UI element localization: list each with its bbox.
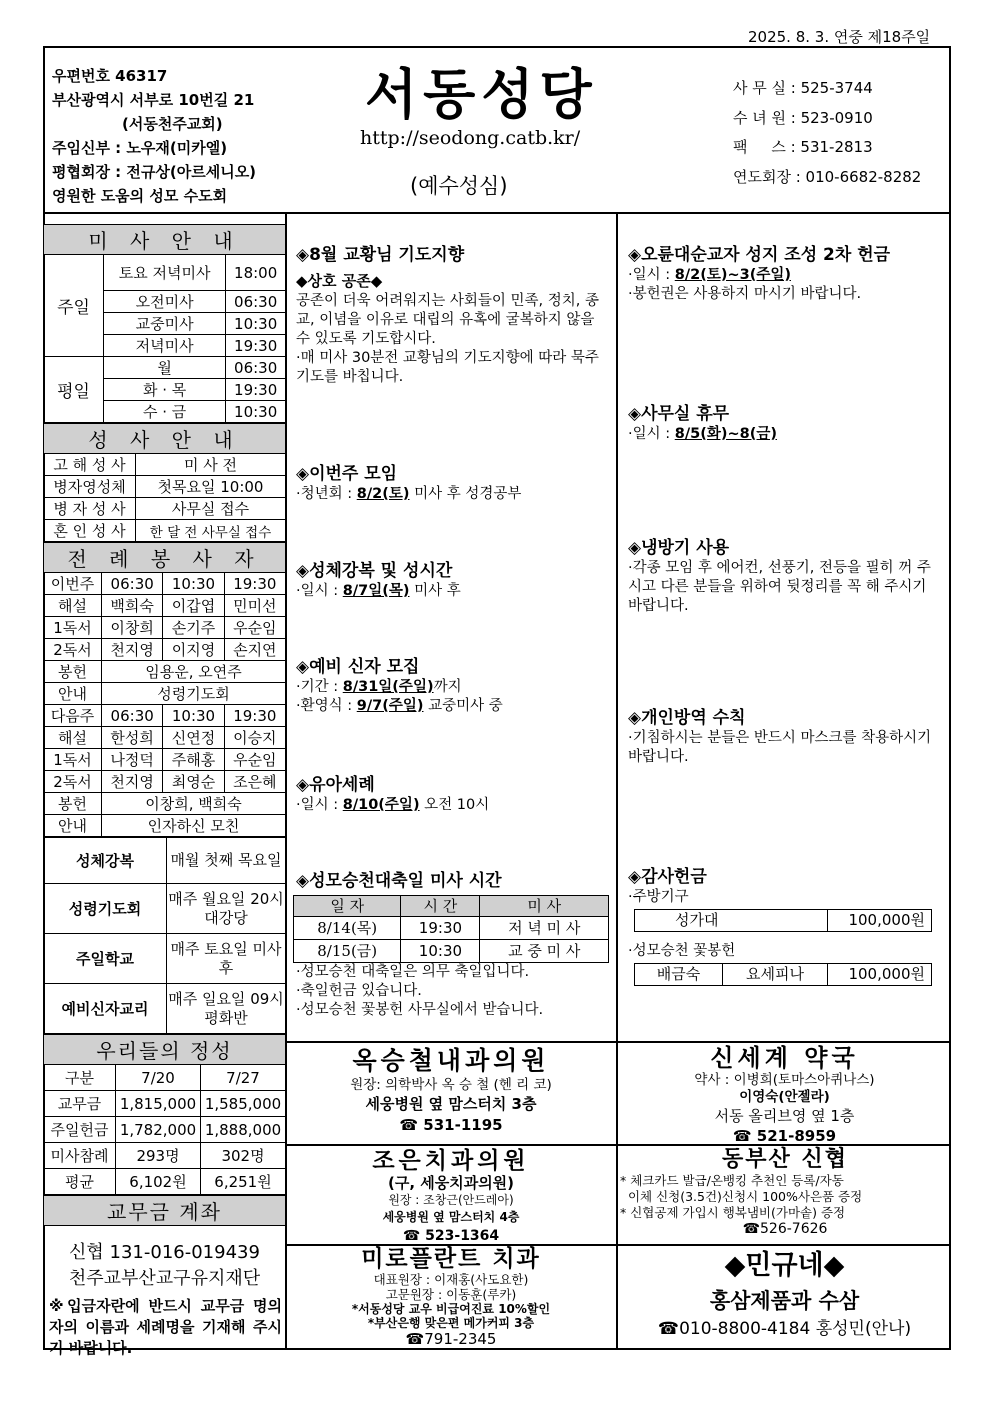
weekday-label: 평일 — [44, 357, 104, 423]
catechumen-deadline: 8/31일(주일) — [342, 679, 434, 695]
mass-name: 토요 저녁미사 — [104, 255, 226, 291]
mass-time: 18:00 — [226, 255, 286, 291]
baptism-time: 오전 10시 — [419, 797, 490, 813]
mass-time: 10:30 — [226, 401, 286, 423]
server-cell: 06:30 — [102, 705, 163, 727]
account-info — [43, 1240, 286, 1292]
sacrament-name: 병자영성체 — [44, 476, 136, 498]
mass-name: 화 · 목 — [104, 379, 226, 401]
benediction — [296, 560, 606, 601]
server-cell: 주해홍 — [163, 749, 224, 771]
server-cell: 우순임 — [224, 749, 285, 771]
group-schedule: 매월 첫째 목요일 — [167, 838, 286, 884]
header-divider — [43, 212, 951, 214]
mass-time: 06:30 — [226, 291, 286, 313]
mass-table — [43, 224, 286, 423]
street-address: 부산광역시 서부로 10번길 21 — [52, 91, 255, 109]
martyrs-collection — [628, 244, 944, 304]
feast-name: (예수성심) — [410, 174, 508, 198]
offering-header: 7/20 — [116, 1065, 201, 1091]
assumption-cell: 저 녁 미 사 — [480, 917, 609, 940]
server-cell: 손지연 — [224, 639, 285, 661]
server-role: 1독서 — [44, 617, 102, 639]
mass-time: 19:30 — [226, 379, 286, 401]
religious-order: 영원한 도움의 성모 수도회 — [52, 187, 228, 205]
martyrs-heading: ◈오륜대순교자 성지 조성 2차 헌금 — [628, 245, 891, 265]
assumption-table — [293, 895, 609, 963]
ad-phone: ☎ 531-1195 — [399, 1116, 503, 1134]
ad-phone: ☎526-7626 — [742, 1221, 828, 1237]
server-cell: 백희숙 — [102, 595, 163, 617]
ad-title: 미로플란트 치과 — [361, 1246, 541, 1272]
thanks-donor: 성가대 — [635, 910, 828, 932]
ad-red-ginseng — [618, 1248, 951, 1340]
ad-implant-dental — [287, 1246, 615, 1348]
thanks-donor: 배금숙 — [635, 964, 723, 986]
baptism-date: 8/10(주일) — [342, 797, 420, 813]
server-role: 2독서 — [44, 771, 102, 793]
ad-line: 세웅병원 옆 맘스터치 3층 — [365, 1095, 537, 1113]
ad-internal-clinic — [287, 1045, 615, 1136]
sacrament-table — [43, 423, 286, 542]
ad-line: (구, 세웅치과의원) — [387, 1174, 515, 1192]
welcome-date: 9/7(주일) — [356, 698, 424, 714]
mass-time: 19:30 — [226, 335, 286, 357]
assumption-header: 일 자 — [294, 896, 401, 917]
sacrament-title: 성 사 안 내 — [44, 424, 286, 454]
server-cell: 임용운, 오연주 — [102, 661, 286, 683]
ad-dental-clinic — [287, 1147, 615, 1246]
server-role: 1독서 — [44, 749, 102, 771]
thanks-sub: ·성모승천 꽃봉헌 — [628, 943, 736, 959]
server-cell: 나정덕 — [102, 749, 163, 771]
server-cell: 이창희, 백희숙 — [102, 793, 286, 815]
assumption-note: ·축일헌금 있습니다. — [296, 983, 422, 999]
sacrament-info: 한 달 전 사무실 접수 — [136, 520, 286, 542]
assumption-header: 시 간 — [401, 896, 480, 917]
ad-line: * 체크카드 발급/온뱅킹 추천인 등록/자동 — [620, 1173, 844, 1188]
ad-title: 신세계 약국 — [710, 1044, 859, 1072]
ads-top-divider — [285, 1041, 951, 1043]
sacrament-name: 병 자 성 사 — [44, 498, 136, 520]
offering-table — [43, 1034, 286, 1195]
ad-line: * 신협공제 가입시 행복냄비(가마솥) 증정 — [620, 1205, 846, 1220]
offering-label: 교무금 — [44, 1091, 116, 1117]
ad-line: 대표원장 : 이재홍(사도요한) — [373, 1272, 529, 1287]
benediction-date: 8/7일(목) — [342, 583, 410, 599]
assumption-cell: 8/15(금) — [294, 940, 401, 963]
pope-heading: ◈8월 교황님 기도지향 — [296, 245, 465, 265]
ad-pharmacy — [618, 1044, 951, 1146]
fax: 팩 스 : 531-2813 — [733, 138, 873, 156]
ad-line: 약사 : 이병희(토마스아퀴나스) — [694, 1072, 875, 1088]
account-title: 교무금 계좌 — [44, 1196, 286, 1226]
ad-title: 옥승철내과의원 — [352, 1046, 550, 1075]
mass-time: 06:30 — [226, 357, 286, 379]
welcome-desc: 교중미사 중 — [423, 698, 503, 714]
address-block — [52, 64, 256, 208]
account-note: ※입금자란에 반드시 교무금 명의자의 이름과 세례명을 기재해 주시기 바랍니다. — [49, 1297, 282, 1357]
postal-code: 우편번호 46317 — [52, 67, 168, 85]
thanks-amount: 100,000원 — [828, 964, 932, 986]
right-column-divider — [616, 212, 618, 1350]
ad-line: *서동성당 교우 비급여진료 10%할인 — [351, 1302, 551, 1316]
group-name: 예비신자교리 — [44, 984, 167, 1034]
benediction-label: ·일시 : — [296, 583, 343, 599]
mass-name: 수 · 금 — [104, 401, 226, 423]
server-cell: 손기주 — [163, 617, 224, 639]
server-cell: 10:30 — [163, 573, 224, 595]
website-link[interactable]: http://seodong.catb.kr/ — [360, 127, 581, 149]
meeting-desc: 미사 후 성경공부 — [409, 486, 522, 502]
ad-line: 세웅병원 옆 맘스터치 4층 — [382, 1210, 520, 1224]
offering-header: 7/27 — [201, 1065, 286, 1091]
catechumen-suffix: 까지 — [433, 679, 462, 695]
assumption-heading: ◈성모승천대축일 미사 시간 — [296, 871, 502, 891]
server-role: 봉헌 — [44, 661, 102, 683]
funeral-chair-phone: 연도회장 : 010-6682-8282 — [733, 167, 922, 186]
server-cell: 최영순 — [163, 771, 224, 793]
office-phone: 사 무 실 : 525-3744 — [733, 79, 873, 97]
offering-value: 1,888,000 — [201, 1117, 286, 1143]
offering-value: 293명 — [116, 1143, 201, 1169]
ad-title: 조은치과의원 — [372, 1148, 530, 1174]
baptism-heading: ◈유아세례 — [296, 775, 375, 795]
group-name: 주일학교 — [44, 934, 167, 984]
office-closure — [628, 403, 944, 444]
server-cell: 인자하신 모친 — [102, 815, 286, 837]
groups-table — [43, 837, 286, 1034]
ad-line: 이체 신청(3.5건)신청시 100%사은품 증정 — [620, 1189, 863, 1204]
council-president: 평협회장 : 전규상(아르세니오) — [52, 163, 257, 181]
offering-value: 6,251원 — [201, 1169, 286, 1195]
office-heading: ◈사무실 휴무 — [628, 404, 730, 424]
group-name: 성체강복 — [44, 838, 167, 884]
group-name: 성령기도회 — [44, 884, 167, 934]
server-cell: 06:30 — [102, 573, 163, 595]
assumption-note: ·성모승천 꽃봉헌 사무실에서 받습니다. — [296, 1002, 544, 1018]
pope-note: ·매 미사 30분전 교황님의 기도지향에 따라 묵주기도를 바칩니다. — [296, 350, 599, 385]
martyrs-label: ·일시 : — [628, 267, 675, 283]
infant-baptism — [296, 774, 606, 815]
pastor: 주임신부 : 노우재(미카엘) — [52, 139, 228, 157]
server-cell: 이갑엽 — [163, 595, 224, 617]
server-cell: 10:30 — [163, 705, 224, 727]
convent-phone: 수 녀 원 : 523-0910 — [733, 108, 873, 127]
servers-title: 전 례 봉 사 자 — [44, 543, 286, 573]
server-role: 안내 — [44, 815, 102, 837]
offering-title: 우리들의 정성 — [44, 1035, 286, 1065]
sacrament-info: 사무실 접수 — [136, 498, 286, 520]
ad-line: 원장: 의학박사 옥 승 철 (헨 리 코) — [350, 1077, 552, 1093]
air-conditioner — [628, 537, 944, 616]
contact-block — [733, 74, 921, 192]
account-table — [43, 1195, 286, 1226]
thanks-baptismal: 요세피나 — [723, 964, 828, 986]
assumption-header: 미 사 — [480, 896, 609, 917]
server-cell: 신연정 — [163, 727, 224, 749]
server-role: 다음주 — [44, 705, 102, 727]
ac-heading: ◈냉방기 사용 — [628, 538, 730, 558]
account-number: 신협 131-016-019439 — [69, 1242, 260, 1263]
catechumen-label: ·기간 : — [296, 679, 343, 695]
group-schedule: 매주 토요일 미사 후 — [167, 934, 286, 984]
sacrament-name: 고 해 성 사 — [44, 454, 136, 476]
sacrament-name: 혼 인 성 사 — [44, 520, 136, 542]
mass-title: 미 사 안 내 — [44, 225, 286, 255]
offering-label: 평균 — [44, 1169, 116, 1195]
mass-time: 10:30 — [226, 313, 286, 335]
server-role: 2독서 — [44, 639, 102, 661]
server-cell: 민미선 — [224, 595, 285, 617]
meeting-heading: ◈이번주 모임 — [296, 464, 398, 484]
meeting-date: 8/2(토) — [356, 486, 410, 502]
pope-text: 공존이 더욱 어려워지는 사회들이 민족, 정치, 종교, 이념을 이유로 대립의 유혹에 굴복하지 않을 수 있도록 기도합시다. — [296, 293, 600, 347]
sunday-label: 주일 — [44, 255, 104, 357]
hygiene-heading: ◈개인방역 수칙 — [628, 708, 746, 728]
ad-line: *부산은행 맞은편 메가커피 3층 — [367, 1316, 535, 1330]
offering-label: 미사참례 — [44, 1143, 116, 1169]
sacrament-info: 첫목요일 10:00 — [136, 476, 286, 498]
offering-value: 6,102원 — [116, 1169, 201, 1195]
offering-value: 1,782,000 — [116, 1117, 201, 1143]
server-cell: 이지영 — [163, 639, 224, 661]
assumption-cell: 교 중 미 사 — [480, 940, 609, 963]
server-cell: 천지영 — [102, 771, 163, 793]
baptism-label: ·일시 : — [296, 797, 343, 813]
offering-header: 구분 — [44, 1065, 116, 1091]
ad-line: 고문원장 : 이동훈(루카) — [385, 1287, 517, 1302]
ad-line: 서동 올리브영 옆 1층 — [714, 1107, 855, 1125]
left-column — [43, 224, 286, 1359]
offering-value: 302명 — [201, 1143, 286, 1169]
personal-hygiene — [628, 707, 944, 767]
server-role: 해설 — [44, 727, 102, 749]
benediction-desc: 미사 후 — [409, 583, 461, 599]
hygiene-text: ·기침하시는 분들은 반드시 마스크를 착용하시기 바랍니다. — [628, 730, 932, 765]
ad-title: ◆민규네◆ — [724, 1250, 845, 1281]
ad-line: 원장 : 조창근(안드레아) — [388, 1193, 514, 1207]
ad-phone: ☎ 523-1364 — [402, 1228, 500, 1244]
thanks-amount: 100,000원 — [828, 910, 932, 932]
assumption-mass — [293, 870, 609, 1020]
mass-name: 교중미사 — [104, 313, 226, 335]
offering-label: 주일헌금 — [44, 1117, 116, 1143]
weekly-meeting — [296, 463, 606, 504]
group-schedule: 매주 월요일 20시 대강당 — [167, 884, 286, 934]
account-holder: 천주교부산교구유지재단 — [68, 1268, 261, 1289]
server-cell: 우순임 — [224, 617, 285, 639]
page-title: 서동성당 — [365, 62, 598, 126]
sacrament-info: 미 사 전 — [136, 454, 286, 476]
pope-intention — [296, 244, 606, 387]
assumption-cell: 10:30 — [401, 940, 480, 963]
church-name: (서동천주교회) — [122, 115, 223, 133]
assumption-cell: 8/14(목) — [294, 917, 401, 940]
server-cell: 19:30 — [224, 705, 285, 727]
server-cell: 천지영 — [102, 639, 163, 661]
assumption-note: ·성모승천 대축일은 의무 축일입니다. — [296, 964, 530, 980]
meeting-label: ·청년회 : — [296, 486, 357, 502]
server-cell: 한성희 — [102, 727, 163, 749]
catechumen-recruit — [296, 656, 606, 716]
server-cell: 성령기도회 — [102, 683, 286, 705]
office-label: ·일시 : — [628, 426, 675, 442]
ad-line: 이영숙(안젤라) — [739, 1089, 830, 1105]
martyrs-note: ·봉헌권은 사용하지 마시기 바랍니다. — [628, 286, 862, 302]
mass-name: 월 — [104, 357, 226, 379]
ad-phone: ☎ 521-8959 — [732, 1127, 837, 1145]
martyrs-date: 8/2(토)~3(주일) — [674, 267, 791, 283]
server-cell: 19:30 — [224, 573, 285, 595]
server-cell: 조은혜 — [224, 771, 285, 793]
thanks-offering — [628, 866, 944, 986]
servers-table — [43, 542, 286, 837]
mass-name: 저녁미사 — [104, 335, 226, 357]
ad-phone: ☎010-8800-4184 홍성민(안나) — [657, 1319, 912, 1339]
catechumen-heading: ◈예비 신자 모집 — [296, 657, 420, 677]
mass-name: 오전미사 — [104, 291, 226, 313]
issue-date: 2025. 8. 3. 연중 제18주일 — [748, 28, 931, 46]
thanks-heading: ◈감사헌금 — [628, 867, 707, 887]
ac-text: ·각종 모임 후 에어컨, 선풍기, 전등을 필히 꺼 주시고 다른 분들을 위하여 뒷정리를 꼭 해 주시기 바랍니다. — [628, 560, 931, 614]
office-date: 8/5(화)~8(금) — [674, 426, 777, 442]
offering-value: 1,815,000 — [116, 1091, 201, 1117]
server-role: 안내 — [44, 683, 102, 705]
benediction-heading: ◈성체강복 및 성시간 — [296, 561, 453, 581]
server-role: 봉헌 — [44, 793, 102, 815]
server-cell: 이승지 — [224, 727, 285, 749]
ad-title: 동부산 신협 — [722, 1147, 848, 1172]
server-role: 해설 — [44, 595, 102, 617]
thanks-table-1 — [634, 909, 932, 932]
ad-credit-union — [620, 1147, 950, 1237]
assumption-cell: 19:30 — [401, 917, 480, 940]
ad-phone: ☎791-2345 — [405, 1330, 497, 1348]
group-schedule: 매주 일요일 09시 평화반 — [167, 984, 286, 1034]
welcome-label: ·환영식 : — [296, 698, 357, 714]
ad-line: 홍삼제품과 수삼 — [709, 1289, 860, 1313]
thanks-sub: ·주방기구 — [628, 889, 689, 905]
offering-value: 1,585,000 — [201, 1091, 286, 1117]
thanks-table-2 — [634, 963, 932, 986]
server-cell: 이창희 — [102, 617, 163, 639]
pope-subheading: ◆상호 공존◆ — [296, 272, 383, 290]
server-role: 이번주 — [44, 573, 102, 595]
